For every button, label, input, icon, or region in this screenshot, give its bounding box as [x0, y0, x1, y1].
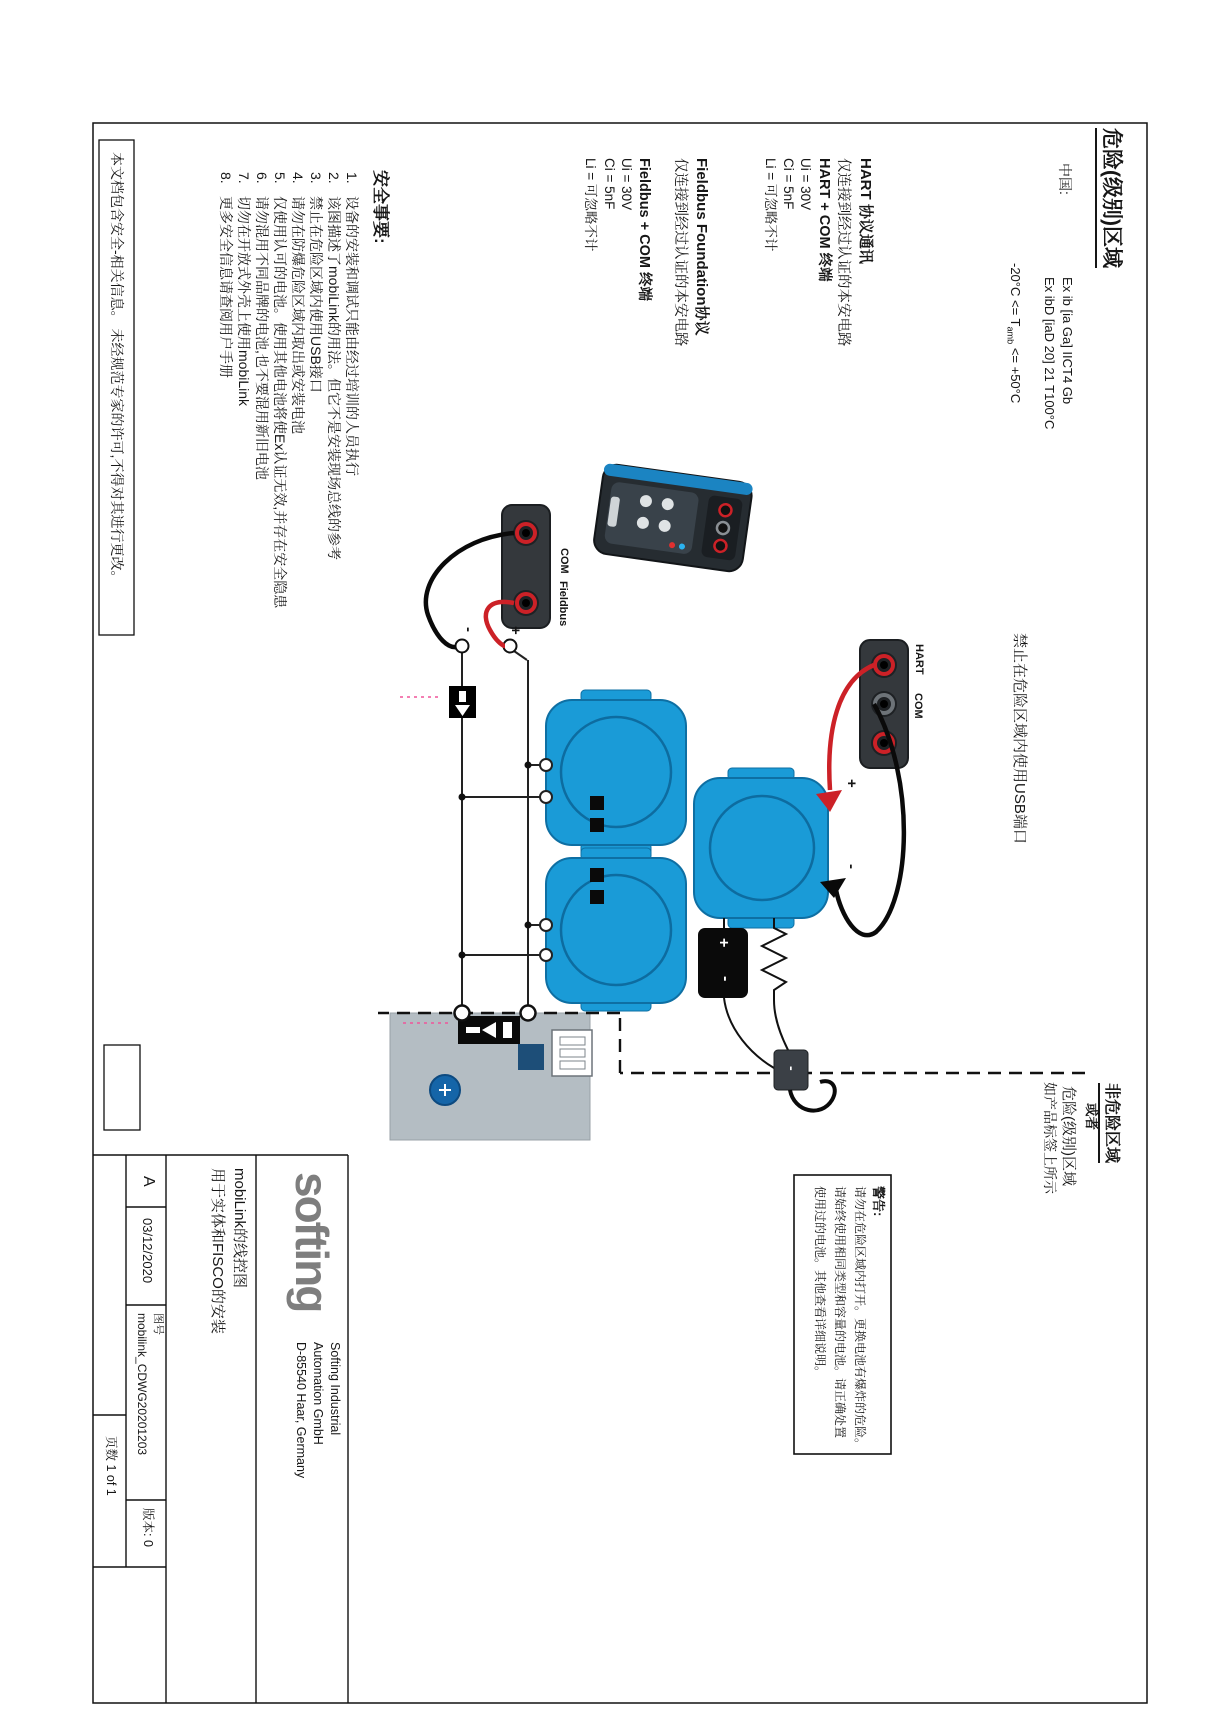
temp-suffix: <= +50°C	[1008, 344, 1023, 404]
com-port-label: COM	[558, 548, 570, 574]
safety-item-3: 禁止在危险区域内使用USB接口	[308, 196, 324, 393]
hart-ci: Ci = 5nF	[781, 158, 796, 210]
or-label: 或者	[1084, 1103, 1099, 1130]
fieldbus-port-label: Fieldbus	[557, 581, 569, 627]
com-fieldbus-connector	[502, 505, 550, 628]
company-name-2: Automation GmbH	[311, 1342, 325, 1445]
hart-certified-line: 仅连接到经过认证的本安电路	[835, 158, 851, 347]
clip-minus-label: -	[843, 864, 860, 869]
empty-box	[104, 1045, 140, 1130]
safety-item-4: 请勿在防爆危险区域内取出或安装电池	[290, 196, 306, 434]
transmitter-2	[459, 848, 687, 1011]
hart-com-port-label: COM	[912, 693, 924, 719]
hart-protocol-title: HART 协议通讯	[857, 158, 874, 264]
transmitter-1	[459, 690, 687, 855]
safety-heading: 安全事要:	[371, 170, 390, 244]
china-label: 中国:	[1057, 163, 1073, 195]
non-hazard-title: 非危险区域	[1098, 1083, 1121, 1163]
safety-num-6: 6.	[254, 172, 270, 184]
fieldbus-ci: Ci = 5nF	[602, 158, 617, 210]
drawing-number: mobilink_CDWG20201203	[135, 1313, 149, 1456]
softing-logo: softing	[286, 1172, 338, 1312]
ex-marking-2: Ex ibD [iaD 20] 21 T100°C	[1042, 277, 1057, 430]
company-address: D-85540 Haar, Germany	[294, 1342, 308, 1479]
trunk-minus-label: -	[460, 627, 477, 632]
terminal-plus	[504, 640, 517, 653]
trunk-plus-label: +	[507, 626, 524, 635]
safety-num-1: 1.	[344, 172, 360, 184]
fieldbus-ui: Ui = 30V	[619, 158, 634, 211]
safety-num-8: 8.	[218, 172, 234, 184]
temp-prefix: -20°C <= T	[1008, 263, 1023, 327]
fieldbus-certified-line: 仅连接到经过认证的本安电路	[672, 158, 688, 347]
warning-line-3: 使用过的电池。其他查看详细说明。	[813, 1186, 827, 1379]
drawing-number-label: 图号	[152, 1313, 164, 1335]
hart-transmitter	[694, 768, 828, 928]
warning-title: 警告:	[871, 1186, 886, 1217]
clip-plus-label: +	[843, 779, 860, 788]
safety-item-1: 设备的安装和调试只能由经过培训的人员执行	[344, 196, 360, 476]
hart-terminal-line: HART + COM 终端	[816, 158, 832, 282]
safety-item-8: 更多安全信息请查阅用户手册	[218, 196, 234, 378]
boundary-terminal-plus	[521, 1006, 536, 1021]
terminal-minus	[456, 640, 469, 653]
drawing-title-line-1: mobiLink的线控图	[231, 1168, 248, 1289]
as-labeled-note: 如产品标签上所示	[1042, 1082, 1058, 1194]
revision-letter: A	[140, 1176, 157, 1187]
safety-item-5: 仅使用认可的电池。使用其他电池将使Ex认证无效,并存在安全隐患	[272, 196, 288, 609]
fieldbus-li: Li = 可忽略不计	[583, 158, 598, 252]
disclaimer-text: 本文档包含安全-相关信息。 未经规范专家的许可,不得对其进行更改。	[109, 152, 125, 585]
fieldbus-protocol-title: Fieldbus Foundation协议	[693, 158, 710, 336]
warning-line-2: 请始终使用相同类型和容量的电池。请正确处置	[833, 1186, 847, 1439]
safety-num-5: 5.	[272, 172, 288, 184]
warning-line-1: 请勿在危险区域内打开。更换电池有爆炸的危险。	[853, 1186, 867, 1451]
battery-plus-label: +	[715, 938, 732, 948]
safety-item-6: 请勿混用不同品牌的电池,也不要混用新旧电池	[254, 196, 270, 480]
hart-com-connector	[860, 640, 908, 768]
boundary-terminal-minus	[455, 1006, 470, 1021]
revision-date: 03/12/2020	[140, 1218, 155, 1284]
supply-module	[518, 1044, 544, 1070]
safety-num-7: 7.	[236, 172, 252, 184]
safety-item-7: 切勿在开放式外壳上使用mobiLink	[236, 196, 252, 407]
safety-num-2: 2.	[326, 172, 342, 184]
fieldbus-trunk	[396, 651, 528, 1013]
usb-prohibited-note: 禁止在危险区域内使用USB端口	[1011, 633, 1028, 844]
company-name-1: Softing Industrial	[328, 1342, 342, 1436]
battery-cell-minus-label: -	[784, 1066, 800, 1071]
hazard-area-title: 危险(级别)区域	[1095, 128, 1124, 268]
power-supply-box	[390, 1013, 592, 1140]
safety-item-2: 该图描述了mobiLink的用法。但它不是安装现场总线的参考	[326, 196, 342, 561]
version-label: 版本: 0	[141, 1508, 155, 1547]
mobilink-device	[592, 463, 753, 573]
temp-subscript: amb	[1005, 326, 1016, 345]
hart-port-label: HART	[913, 644, 925, 675]
temperature-range	[1004, 263, 1023, 403]
safety-num-4: 4.	[290, 172, 306, 184]
hart-li: Li = 可忽略不计	[763, 158, 778, 252]
hazard-title-2: 危险(级别)区域	[1060, 1086, 1077, 1186]
ex-marking-1: Ex ib [ia Ga] IICT4 Gb	[1060, 277, 1075, 405]
battery-minus-label: -	[717, 976, 734, 982]
safety-num-3: 3.	[308, 172, 324, 184]
hart-ui: Ui = 30V	[798, 158, 813, 211]
drawing-title-line-2: 用于实体和FISCO的安装	[209, 1168, 226, 1334]
resistor-zigzag	[762, 918, 786, 1000]
page-count-label: 页数 1 of 1	[104, 1436, 118, 1496]
fieldbus-terminal-line: Fieldbus + COM 终端	[636, 158, 652, 301]
